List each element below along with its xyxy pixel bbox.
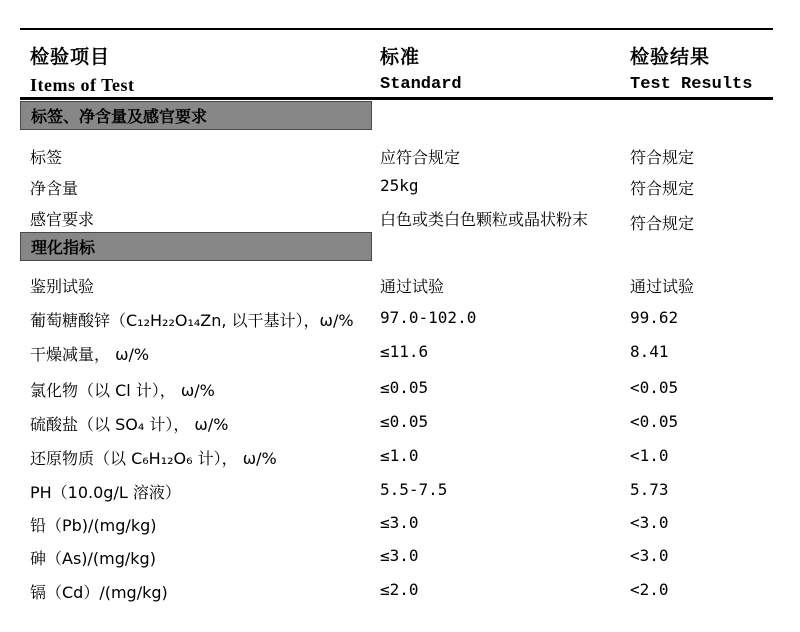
standard-cell: 应符合规定	[380, 148, 461, 167]
result-cell: <0.05	[630, 412, 679, 431]
table-row	[0, 274, 800, 298]
item-cell: 标签	[30, 148, 63, 167]
header-results-en: Test Results	[630, 75, 753, 94]
header-items-cn: 检验项目	[30, 46, 111, 68]
section-banner-label-netcontent-sensory: 标签、净含量及感官要求	[20, 101, 372, 130]
result-cell: <1.0	[630, 446, 669, 465]
table-row	[0, 513, 800, 537]
item-cell: 感官要求	[30, 210, 95, 229]
standard-cell: ≤0.05	[380, 412, 429, 431]
table-row	[0, 580, 800, 604]
result-cell: <3.0	[630, 546, 669, 565]
header-divider	[20, 97, 773, 100]
standard-cell: 97.0-102.0	[380, 308, 477, 327]
top-divider	[20, 28, 773, 30]
table-row	[0, 176, 800, 200]
standard-cell: ≤2.0	[380, 580, 419, 599]
table-row	[0, 446, 800, 470]
result-cell: <3.0	[630, 513, 669, 532]
result-cell: 5.73	[630, 480, 669, 499]
standard-cell: 25kg	[380, 176, 419, 195]
table-row	[0, 145, 800, 169]
item-cell: 净含量	[30, 179, 79, 198]
result-cell: 符合规定	[630, 179, 695, 198]
table-row	[0, 207, 800, 231]
item-cell: 砷（As)/(mg/kg)	[30, 549, 156, 568]
item-cell: 镉（Cd）/(mg/kg)	[30, 583, 168, 602]
result-cell: 8.41	[630, 342, 669, 361]
standard-cell: ≤3.0	[380, 513, 419, 532]
table-row	[0, 342, 800, 366]
table-row	[0, 546, 800, 570]
result-cell: 通过试验	[630, 277, 695, 296]
standard-cell: 白色或类白色颗粒或晶状粉末	[380, 210, 589, 229]
result-cell: <2.0	[630, 580, 669, 599]
result-cell: 99.62	[630, 308, 679, 327]
section-banner-physicochemical: 理化指标	[20, 232, 372, 261]
item-cell: 硫酸盐（以 SO₄ 计）， ω/%	[30, 415, 229, 434]
standard-cell: ≤11.6	[380, 342, 429, 361]
standard-cell: 通过试验	[380, 277, 445, 296]
header-results-cn: 检验结果	[630, 46, 711, 68]
item-cell: 葡萄糖酸锌（C₁₂H₂₂O₁₄Zn, 以干基计），ω/%	[30, 311, 354, 330]
table-row	[0, 412, 800, 436]
item-cell: PH（10.0g/L 溶液）	[30, 483, 181, 502]
item-cell: 还原物质（以 C₆H₁₂O₆ 计）， ω/%	[30, 449, 277, 468]
standard-cell: ≤1.0	[380, 446, 419, 465]
header-standard-cn: 标准	[380, 46, 421, 68]
header-standard-en: Standard	[380, 75, 462, 94]
item-cell: 氯化物（以 Cl 计）， ω/%	[30, 381, 215, 400]
table-row	[0, 308, 800, 332]
item-cell: 鉴别试验	[30, 277, 95, 296]
standard-cell: ≤0.05	[380, 378, 429, 397]
item-cell: 干燥减量， ω/%	[30, 345, 150, 364]
standard-cell: ≤3.0	[380, 546, 419, 565]
table-row	[0, 378, 800, 402]
item-cell: 铅（Pb)/(mg/kg)	[30, 516, 157, 535]
result-cell: 符合规定	[630, 214, 695, 233]
table-row	[0, 480, 800, 504]
header-items-en: Items of Test	[30, 75, 135, 95]
standard-cell: 5.5-7.5	[380, 480, 448, 499]
result-cell: <0.05	[630, 378, 679, 397]
result-cell: 符合规定	[630, 148, 695, 167]
